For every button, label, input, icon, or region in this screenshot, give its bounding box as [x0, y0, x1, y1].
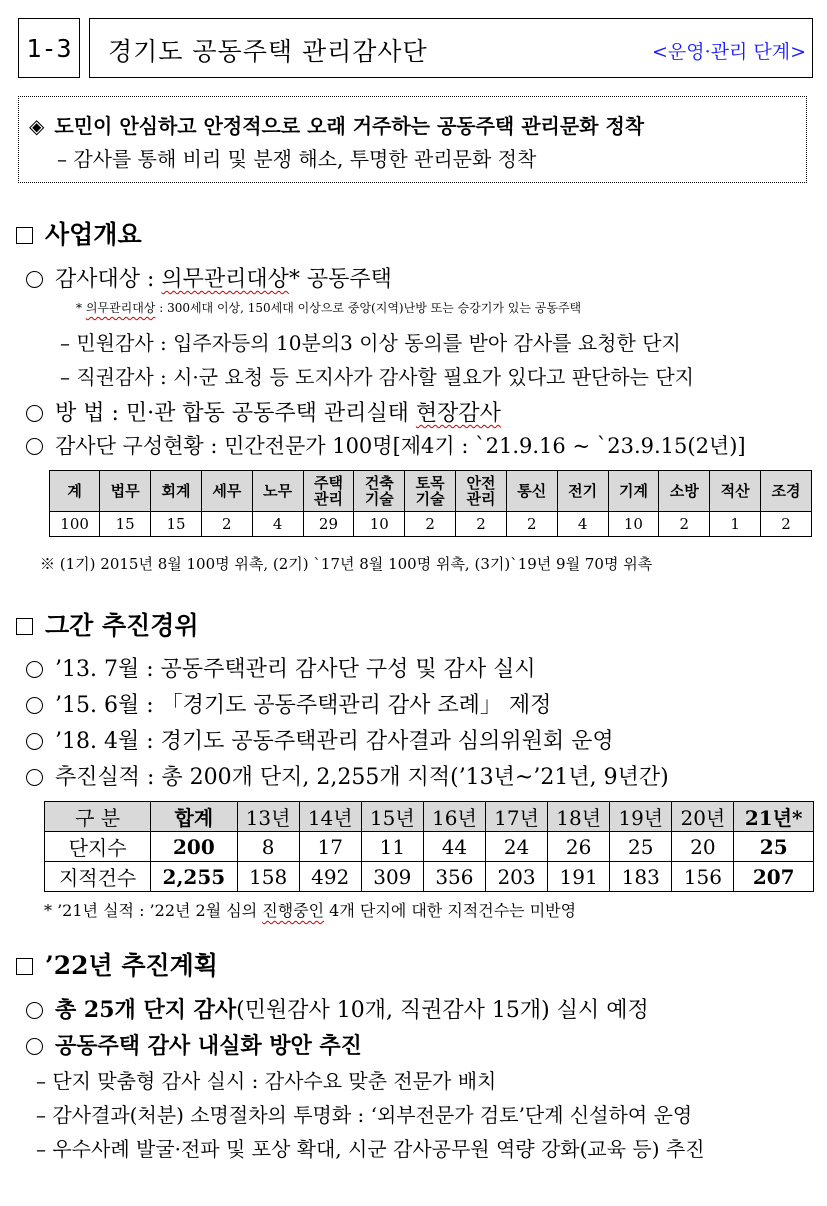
- circle-bullet-icon: [26, 271, 43, 288]
- table-cell: 4: [252, 512, 303, 537]
- audit-results-table: [44, 801, 814, 892]
- table-cell: 356: [423, 862, 485, 892]
- history-heading-text: 그간 추진경위: [45, 611, 199, 640]
- plan-item-2: [26, 1029, 362, 1060]
- table-cell: 15: [151, 512, 202, 537]
- target-label: 감사대상 :: [55, 267, 162, 292]
- circle-bullet-icon: [26, 1002, 43, 1019]
- table-header-cell: 계: [50, 471, 100, 512]
- plan-item-2-text: 공동주택 감사 내실화 방안 추진: [55, 1033, 362, 1059]
- square-bullet-icon: [16, 227, 33, 244]
- plan-item-1-rest: (민원감사 10개, 직권감사 15개) 실시 예정: [236, 998, 649, 1023]
- table-header-cell: 회계: [151, 471, 202, 512]
- table-cell: 100: [50, 512, 100, 537]
- plan-sub-3: – 우수사례 발굴·전파 및 포상 확대, 시군 감사공무원 역량 강화(교육 등) 추진: [36, 1137, 705, 1161]
- table-header-cell: 노무: [252, 471, 303, 512]
- table-header-cell: 건축 기술: [354, 471, 405, 512]
- table-cell: 492: [299, 862, 361, 892]
- diamond-icon: ◈: [29, 114, 45, 138]
- results-table-header: [45, 802, 814, 832]
- results-note: [44, 898, 576, 921]
- overview-heading-text: 사업개요: [45, 220, 142, 249]
- table-cell: 24: [485, 832, 547, 862]
- table-row: [45, 832, 814, 862]
- member-table: [49, 470, 812, 537]
- square-bullet-icon: [16, 618, 33, 635]
- table-header-cell: 15년: [361, 802, 423, 832]
- official-audit: – 직권감사 : 시·군 요청 등 도지사가 감사할 필요가 있다고 판단하는 단지: [60, 365, 694, 389]
- goal-sub: – 감사를 통해 비리 및 분쟁 해소, 투명한 관리문화 정착: [57, 147, 537, 171]
- target-line: [26, 262, 392, 293]
- circle-bullet-icon: [26, 697, 43, 714]
- table-header-cell: 구 분: [45, 802, 151, 832]
- method-line: [26, 396, 501, 427]
- composition-footnote: ※ (1기) 2015년 8월 100명 위촉, (2기) `17년 8월 100명 위촉, (3기)`19년 9월 70명 위촉: [40, 555, 653, 573]
- table-cell: 1: [710, 512, 761, 537]
- overview-heading: [16, 215, 142, 251]
- target-note-term: 의무관리대상: [85, 301, 156, 315]
- history-item-text: ’18. 4월 : 경기도 공동주택관리 감사결과 심의위원회 운영: [55, 729, 614, 754]
- table-header-cell: 14년: [299, 802, 361, 832]
- plan-sub-2: – 감사결과(처분) 소명절차의 투명화 : ‘외부전문가 검토’단계 신설하여 운영: [36, 1103, 693, 1127]
- note-term: 진행중인: [262, 901, 325, 920]
- table-header-cell: 주택 관리: [303, 471, 354, 512]
- table-cell: 309: [361, 862, 423, 892]
- circle-bullet-icon: [26, 438, 43, 455]
- plan-item-1: [26, 993, 649, 1024]
- target-note-rest: : 300세대 이상, 150세대 이상으로 중앙(지역)난방 또는 승강기가 있는 공동주택: [155, 301, 582, 315]
- target-suffix: * 공동주택: [288, 267, 392, 292]
- table-cell: 203: [485, 862, 547, 892]
- page-title: 경기도 공동주택 관리감사단: [108, 37, 428, 66]
- section-number-box: [18, 18, 80, 78]
- table-cell: 8: [237, 832, 299, 862]
- table-cell: 2: [761, 512, 812, 537]
- history-item-text: ’13. 7월 : 공동주택관리 감사단 구성 및 감사 실시: [55, 657, 536, 682]
- composition-text: 감사단 구성현황 : 민간전문가 100명[제4기 : `21.9.16 ~ `23.9.15(2년)]: [55, 434, 746, 458]
- table-header-cell: 17년: [485, 802, 547, 832]
- square-bullet-icon: [16, 958, 33, 975]
- table-cell: 2,255: [151, 862, 237, 892]
- history-item-2: [26, 688, 551, 719]
- table-cell: 183: [610, 862, 672, 892]
- circle-bullet-icon: [26, 769, 43, 786]
- table-cell: 17: [299, 832, 361, 862]
- table-header-cell: 16년: [423, 802, 485, 832]
- history-item-text: 추진실적 : 총 200개 단지, 2,255개 지적(’13년~’21년, 9년간): [55, 765, 669, 790]
- table-header-cell: 18년: [548, 802, 610, 832]
- circle-bullet-icon: [26, 733, 43, 750]
- circle-bullet-icon: [26, 661, 43, 678]
- table-header-cell: 조경: [761, 471, 812, 512]
- target-note-prefix: *: [76, 301, 86, 315]
- table-cell: 25: [734, 832, 814, 862]
- table-header-cell: 소방: [659, 471, 710, 512]
- history-item-1: [26, 652, 536, 683]
- table-row: [45, 862, 814, 892]
- table-header-cell: 세무: [201, 471, 252, 512]
- note-post: 4개 단지에 대한 지적건수는 미반영: [324, 901, 577, 920]
- history-item-3: [26, 724, 614, 755]
- history-heading: [16, 606, 199, 642]
- member-table-values: [50, 512, 812, 537]
- table-header-cell: 기계: [608, 471, 659, 512]
- goal-box: [18, 96, 807, 183]
- title-box: [89, 18, 813, 78]
- civil-audit: – 민원감사 : 입주자등의 10분의3 이상 동의를 받아 감사를 요청한 단지: [60, 331, 681, 355]
- table-cell: 지적건수: [45, 862, 151, 892]
- method-text: 방 법 : 민·관 합동 공동주택 관리실태: [55, 401, 416, 426]
- table-header-cell: 안전 관리: [456, 471, 507, 512]
- table-header-cell: 21년*: [734, 802, 814, 832]
- table-cell: 2: [456, 512, 507, 537]
- plan-item-1-bold: 총 25개 단지 감사: [55, 997, 237, 1023]
- table-header-cell: 합계: [151, 802, 237, 832]
- circle-bullet-icon: [26, 405, 43, 422]
- table-cell: 11: [361, 832, 423, 862]
- goal-main-text: 도민이 안심하고 안정적으로 오래 거주하는 공동주택 관리문화 정착: [54, 114, 645, 138]
- history-item-text: ’15. 6월 : 「경기도 공동주택관리 감사 조례」 제정: [55, 693, 552, 718]
- table-cell: 2: [405, 512, 456, 537]
- table-cell: 200: [151, 832, 237, 862]
- table-cell: 2: [201, 512, 252, 537]
- plan-heading-text: ’22년 추진계획: [45, 951, 218, 980]
- history-item-4: [26, 760, 669, 791]
- table-header-cell: 20년: [672, 802, 734, 832]
- method-last: 현장감사: [415, 401, 501, 426]
- table-header-cell: 통신: [506, 471, 557, 512]
- table-header-cell: 법무: [100, 471, 151, 512]
- table-cell: 158: [237, 862, 299, 892]
- table-header-cell: 토목 기술: [405, 471, 456, 512]
- table-cell: 2: [659, 512, 710, 537]
- table-cell: 15: [100, 512, 151, 537]
- target-value: 의무관리대상: [161, 267, 289, 292]
- section-number: 1-3: [26, 33, 72, 63]
- circle-bullet-icon: [26, 1038, 43, 1055]
- goal-main: [29, 110, 644, 139]
- table-cell: 191: [548, 862, 610, 892]
- table-header-cell: 적산: [710, 471, 761, 512]
- note-pre: * ’21년 실적 : ’22년 2월 심의: [44, 901, 263, 920]
- plan-sub-1: – 단지 맞춤형 감사 실시 : 감사수요 맞춘 전문가 배치: [36, 1069, 497, 1093]
- table-header-cell: 13년: [237, 802, 299, 832]
- table-cell: 26: [548, 832, 610, 862]
- table-cell: 207: [734, 862, 814, 892]
- composition-line: [26, 430, 746, 460]
- plan-heading: [16, 946, 218, 982]
- stage-label: <운영·관리 단계>: [651, 41, 806, 63]
- table-cell: 156: [672, 862, 734, 892]
- member-table-header: [50, 471, 812, 512]
- table-cell: 25: [610, 832, 672, 862]
- table-cell: 10: [608, 512, 659, 537]
- table-header-cell: 19년: [610, 802, 672, 832]
- table-cell: 2: [506, 512, 557, 537]
- target-note: [76, 299, 581, 316]
- table-cell: 20: [672, 832, 734, 862]
- table-header-cell: 전기: [557, 471, 608, 512]
- table-cell: 44: [423, 832, 485, 862]
- table-cell: 29: [303, 512, 354, 537]
- table-cell: 10: [354, 512, 405, 537]
- table-cell: 단지수: [45, 832, 151, 862]
- table-cell: 4: [557, 512, 608, 537]
